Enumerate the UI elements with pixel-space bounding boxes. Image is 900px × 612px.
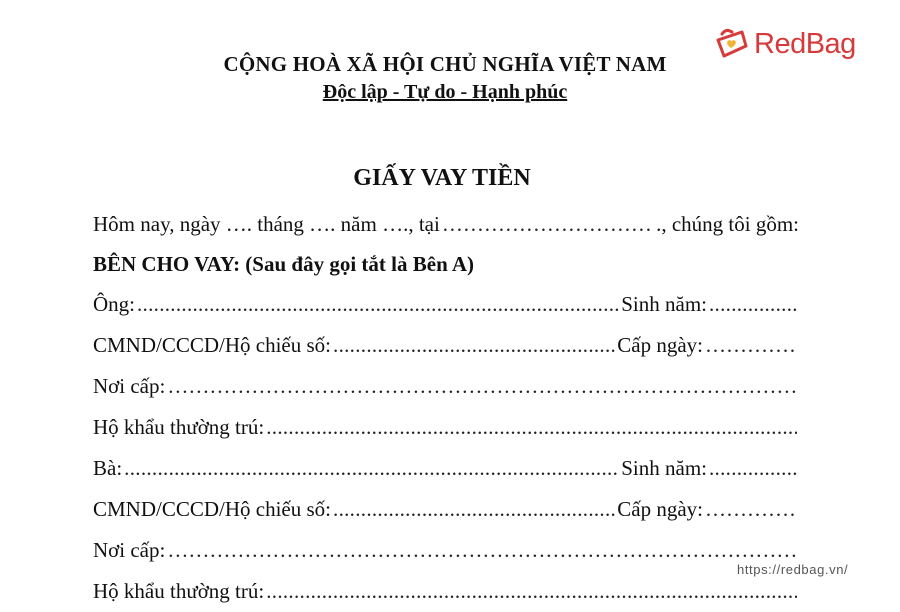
issue-place-blank-2 bbox=[167, 530, 797, 571]
residence-label-2: Hộ khẩu thường trú: bbox=[93, 579, 265, 603]
birth-year-label-1: Sinh năm: bbox=[621, 292, 707, 316]
birth-year-blank-1 bbox=[709, 284, 797, 325]
id-line-1 bbox=[93, 325, 799, 366]
id-line-2 bbox=[93, 489, 799, 530]
id-number-blank-1 bbox=[333, 325, 615, 366]
residence-blank-2 bbox=[266, 571, 797, 612]
intro-text-end: ., chúng tôi gồm: bbox=[656, 212, 799, 236]
issue-place-line-2 bbox=[93, 530, 799, 571]
document-title: GIẤY VAY TIỀN bbox=[353, 165, 531, 191]
issue-date-blank-1 bbox=[705, 325, 797, 366]
ba-label: Bà: bbox=[93, 456, 123, 480]
issue-place-label-2: Nơi cấp: bbox=[93, 538, 166, 562]
intro-line bbox=[93, 204, 799, 244]
document-header bbox=[0, 52, 900, 104]
brand-url[interactable]: https://redbag.vn/ bbox=[737, 562, 849, 577]
id-label-1: CMND/CCCD/Hộ chiếu số: bbox=[93, 333, 332, 357]
birth-year-label-2: Sinh năm: bbox=[621, 456, 707, 480]
ong-label: Ông: bbox=[93, 292, 135, 316]
section-a-line bbox=[93, 244, 799, 284]
issue-place-line-1 bbox=[93, 366, 799, 407]
residence-blank-1 bbox=[266, 407, 797, 448]
residence-line-1 bbox=[93, 407, 799, 448]
ong-line bbox=[93, 284, 799, 325]
id-number-blank-2 bbox=[333, 489, 615, 530]
issue-place-label-1: Nơi cấp: bbox=[93, 374, 166, 398]
residence-line-2 bbox=[93, 571, 799, 612]
nation-heading: CỘNG HOÀ XÃ HỘI CHỦ NGHĨA VIỆT NAM bbox=[223, 52, 667, 76]
issue-place-blank-1 bbox=[167, 366, 797, 407]
ong-name-blank bbox=[137, 284, 619, 325]
ba-line bbox=[93, 448, 799, 489]
ba-name-blank bbox=[124, 448, 619, 489]
issue-date-label-2: Cấp ngày: bbox=[617, 497, 703, 521]
intro-text-start: Hôm nay, ngày …. tháng …. năm …., tại bbox=[93, 212, 440, 236]
issue-date-label-1: Cấp ngày: bbox=[617, 333, 703, 357]
location-blank bbox=[442, 204, 654, 244]
birth-year-blank-2 bbox=[709, 448, 797, 489]
id-label-2: CMND/CCCD/Hộ chiếu số: bbox=[93, 497, 332, 521]
residence-label-1: Hộ khẩu thường trú: bbox=[93, 415, 265, 439]
brand-name: RedBag bbox=[754, 27, 856, 60]
issue-date-blank-2 bbox=[705, 489, 797, 530]
document-body bbox=[93, 204, 799, 612]
motto-heading: Độc lập - Tự do - Hạnh phúc bbox=[322, 81, 568, 103]
section-a-heading: BÊN CHO VAY: (Sau đây gọi tắt là Bên A) bbox=[93, 252, 475, 276]
